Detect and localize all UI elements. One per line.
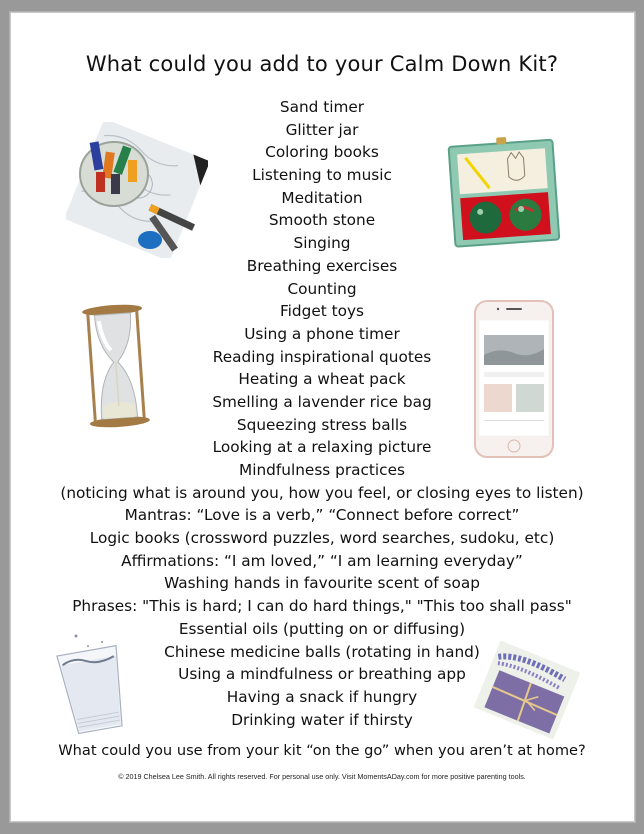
list-item: Fidget toys (279, 302, 364, 321)
copyright-notice: © 2019 Chelsea Lee Smith. All rights reserved. For personal use only. Visit MomentsADay.com for more positive parenting tools. (118, 772, 526, 781)
list-item: Squeezing stress balls (236, 415, 408, 434)
lavender-soap-image (472, 640, 582, 740)
page-title: What could you add to your Calm Down Kit? (85, 52, 559, 76)
list-item: Washing hands in favourite scent of soap (164, 574, 480, 593)
list-item: Smooth stone (268, 211, 376, 230)
list-item: Mindfulness practices (239, 461, 405, 479)
meditation-app-phone-image (474, 300, 556, 460)
list-item: Meditation (281, 188, 363, 207)
list-item: Phrases: "This is hard; I can do hard things," "This too shall pass" (72, 597, 572, 616)
list-item: Counting (287, 279, 357, 298)
list-item: Coloring books (265, 143, 379, 162)
list-item: Heating a wheat pack (238, 370, 406, 389)
water-glass-image (52, 628, 136, 736)
list-item: Logic books (crossword puzzles, word searches, sudoku, etc) (89, 529, 555, 548)
medicine-balls-image (440, 137, 574, 251)
list-item: Looking at a relaxing picture (212, 438, 432, 457)
list-item: Using a mindfulness or breathing app (178, 665, 466, 684)
on-the-go-question: What could you use from your kit “on the go” when you aren’t at home? (58, 742, 586, 759)
list-item: Singing (293, 234, 351, 253)
list-item: Reading inspirational quotes (212, 347, 432, 366)
list-item: (noticing what is around you, how you feel, or closing eyes to listen) (60, 483, 584, 502)
list-item: Breathing exercises (246, 256, 398, 275)
list-item: Chinese medicine balls (rotating in hand) (164, 642, 480, 661)
list-item: Sand timer (279, 98, 365, 116)
list-item: Essential oils (putting on or diffusing) (178, 619, 466, 638)
list-item: Drinking water if thirsty (231, 710, 413, 729)
list-item: Affirmations: “I am loved,” “I am learning everyday” (121, 551, 523, 570)
list-item: Using a phone timer (244, 324, 400, 343)
hourglass-image (80, 302, 152, 430)
list-item: Listening to music (252, 166, 392, 185)
list-item: Smelling a lavender rice bag (212, 392, 432, 411)
list-item: Mantras: “Love is a verb,” “Connect before correct” (124, 506, 520, 525)
list-item: Glitter jar (285, 120, 359, 139)
list-item: Having a snack if hungry (226, 687, 418, 706)
crayon-jar-image (66, 122, 208, 258)
